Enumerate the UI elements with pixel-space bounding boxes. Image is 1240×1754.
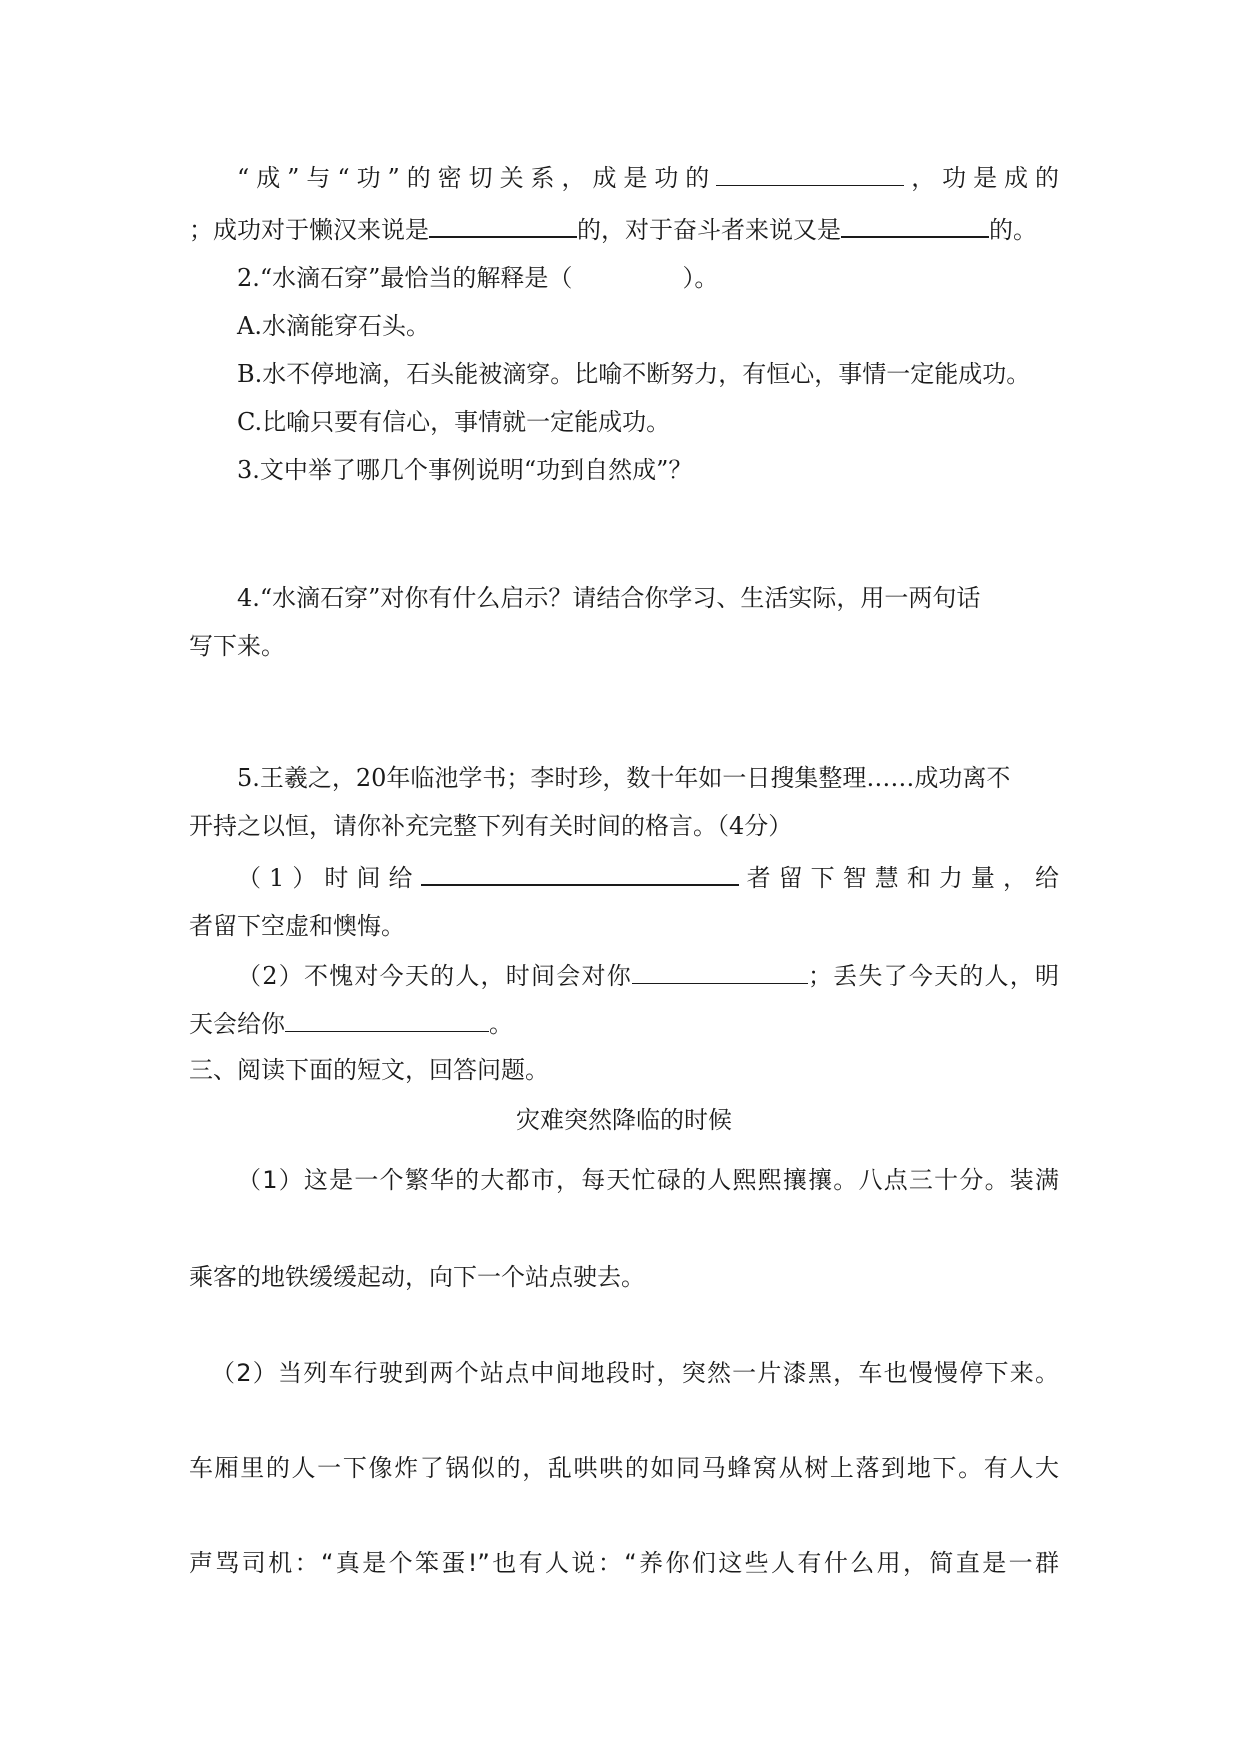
question-5-item-1-text-b: 者留下智慧和力量，给 (738, 864, 1059, 892)
passage-paragraph-1-line-1: （1）这是一个繁华的大都市，每天忙碌的人熙熙攘攘。八点三十分。装满 (237, 1166, 1059, 1194)
question-5-item-2-blank-1[interactable] (632, 959, 808, 984)
question-1-text-a: “成”与“功”的密切关系，成是功的 (237, 164, 717, 192)
question-1-blank-1[interactable] (716, 161, 904, 186)
question-5-item-2-line-1 (237, 958, 1059, 994)
question-1-text-d: 的，对于奋斗者来说又是 (577, 216, 841, 244)
question-5-item-2-text-a: （2）不愧对今天的人，时间会对你 (237, 962, 632, 990)
question-2-answer-slot[interactable] (572, 262, 682, 286)
passage-title: 灾难突然降临的时候 (516, 1106, 732, 1134)
passage-paragraph-1-line-2: 乘客的地铁缓缓起动，向下一个站点驶去。 (189, 1263, 645, 1291)
section-3-heading: 三、阅读下面的短文，回答问题。 (189, 1056, 549, 1084)
question-2-stem-text: 2.“水滴石穿”最恰当的解释是（ (237, 264, 573, 292)
question-5-item-2-text-b: ；丢失了今天的人，明 (807, 962, 1059, 990)
question-2-option-c: C.比喻只要有信心，事情就一定能成功。 (237, 408, 671, 436)
question-3-text: 3.文中举了哪几个事例说明“功到自然成”？ (237, 456, 693, 484)
question-1-text-b: ，功是成的 (904, 164, 1060, 192)
question-2-option-a: A.水滴能穿石头。 (237, 312, 430, 340)
question-5-item-2-text-d: 。 (489, 1010, 513, 1038)
passage-paragraph-2-line-3: 声骂司机：“真是个笨蛋!”也有人说：“养你们这些人有什么用，简直是一群 (189, 1549, 1059, 1577)
question-5-item-1-text-a: （1）时间给 (237, 864, 421, 892)
question-1-blank-2[interactable] (429, 212, 577, 238)
question-1-line-2 (189, 212, 1059, 248)
question-5-line-1: 5.王羲之，20年临池学书；李时珍，数十年如一日搜集整理……成功离不 (237, 764, 1011, 792)
question-1-text-e: 的。 (989, 216, 1037, 244)
question-2-stem-close: ）。 (682, 264, 719, 292)
question-2-option-b: B.水不停地滴，石头能被滴穿。比喻不断努力，有恒心，事情一定能成功。 (237, 360, 1031, 388)
passage-paragraph-2-line-2: 车厢里的人一下像炸了锅似的，乱哄哄的如同马蜂窝从树上落到地下。有人大 (189, 1454, 1059, 1482)
question-5-item-1-blank[interactable] (421, 860, 739, 886)
question-5-item-2-blank-2[interactable] (285, 1007, 489, 1032)
question-1-line-1 (237, 160, 1059, 196)
question-2-stem (237, 260, 1059, 296)
question-5-item-1-line-1 (237, 860, 1059, 896)
question-1-blank-3[interactable] (841, 212, 989, 238)
question-5-item-2-line-2 (189, 1006, 1059, 1042)
question-4-line-2: 写下来。 (189, 632, 285, 660)
question-4-line-1: 4.“水滴石穿”对你有什么启示？请结合你学习、生活实际，用一两句话 (237, 584, 981, 612)
question-5-item-1-line-2: 者留下空虚和懊悔。 (189, 912, 405, 940)
question-5-item-2-text-c: 天会给你 (189, 1010, 285, 1038)
question-5-line-2: 开持之以恒，请你补充完整下列有关时间的格言。（4分） (189, 812, 793, 840)
passage-paragraph-2-line-1: （2）当列车行驶到两个站点中间地段时，突然一片漆黑，车也慢慢停下来。 (211, 1359, 1059, 1387)
question-1-text-c: ；成功对于懒汉来说是 (189, 216, 429, 244)
